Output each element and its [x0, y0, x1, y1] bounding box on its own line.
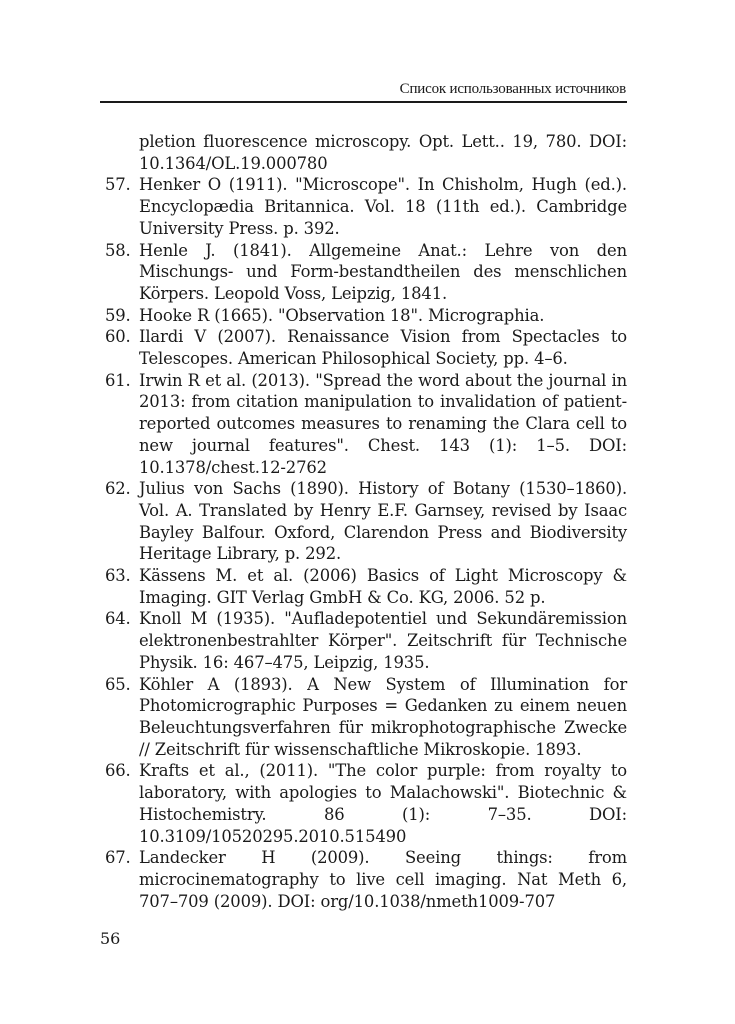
reference-number: 64.	[105, 609, 131, 629]
reference-text: Irwin R et al. (2013). "Spread the word about the journal in 2013: from citation manipulation to invalidation of patient-reported outcomes measures to renaming the Clara cell to new journal features". Chest. 143 (1): 1–5. DOI: 10.1378/chest.12-2762	[139, 370, 627, 477]
reference-text: Knoll M (1935). "Aufladepotentiel und Sekundäremission elektronenbestrahlter Körper". Zeitschrift für Technische Physik. 16: 467–475, Leipzig, 1935.	[139, 609, 627, 672]
reference-text: Henker O (1911). "Microscope". In Chisholm, Hugh (ed.). Encyclopædia Britannica. Vol. 18 (11th ed.). Cambridge University Press. p. 392.	[139, 175, 627, 238]
reference-number: 63.	[105, 566, 131, 586]
reference-text: Hooke R (1665). "Observation 18". Micrographia.	[139, 305, 545, 325]
header-rule	[100, 101, 627, 103]
reference-item	[100, 240, 627, 305]
reference-text: Ilardi V (2007). Renaissance Vision from Spectacles to Telescopes. American Philosophical Society, pp. 4–6.	[139, 327, 627, 369]
reference-item	[100, 847, 627, 912]
reference-item	[100, 674, 627, 761]
reference-number: 67.	[105, 848, 131, 868]
running-head: Список использованных источников	[399, 81, 626, 97]
reference-number: 66.	[105, 761, 131, 781]
reference-number: 61.	[105, 370, 131, 390]
reference-number: 57.	[105, 175, 131, 195]
reference-item	[100, 565, 627, 608]
reference-text: Julius von Sachs (1890). History of Botany (1530–1860). Vol. A. Translated by Henry E.F. Garnsey, revised by Isaac Bayley Balfour. Oxford, Clarendon Press and Biodiversity Heritage Library, p. 292.	[139, 479, 627, 564]
reference-item	[100, 131, 627, 174]
reference-number: 65.	[105, 674, 131, 694]
reference-number: 62.	[105, 479, 131, 499]
reference-text: Henle J. (1841). Allgemeine Anat.: Lehre von den Mischungs- und Form-bestandtheilen des menschlichen Körpers. Leopold Voss, Leipzig, 1841.	[139, 240, 627, 303]
reference-number: 60.	[105, 327, 131, 347]
reference-item	[100, 478, 627, 565]
reference-text: Kässens M. et al. (2006) Basics of Light Microscopy & Imaging. GIT Verlag GmbH & Co. KG, 2006. 52 p.	[139, 566, 627, 607]
reference-text: pletion fluorescence microscopy. Opt. Lett.. 19, 780. DOI: 10.1364/OL.19.000780	[139, 132, 627, 173]
reference-item	[100, 760, 627, 847]
reference-list	[100, 131, 627, 912]
reference-text: Krafts et al., (2011). "The color purple: from royalty to laboratory, with apologies to Malachowski". Biotechnic & Histochemistry. 86 (1): 7–35. DOI: 10.3109/10520295.2010.515490	[139, 761, 627, 846]
page-number: 56	[100, 929, 121, 948]
reference-number: 58.	[105, 240, 131, 260]
reference-text: Landecker H (2009). Seeing things: from microcinematography to live cell imaging. Nat Meth 6, 707–709 (2009). DOI: org/10.1038/nmeth1009-707	[139, 848, 627, 911]
reference-item	[100, 305, 627, 327]
reference-item	[100, 608, 627, 673]
reference-item	[100, 326, 627, 369]
reference-item	[100, 174, 627, 239]
reference-text: Köhler A (1893). A New System of Illumination for Photomicrographic Purposes = Gedanken zu einem neuen Beleuchtungsverfahren für mikrophotographische Zwecke // Zeitschrift für wissenschaftliche Mikroskopie. 1893.	[139, 674, 627, 759]
reference-item	[100, 370, 627, 479]
reference-number: 59.	[105, 305, 131, 325]
